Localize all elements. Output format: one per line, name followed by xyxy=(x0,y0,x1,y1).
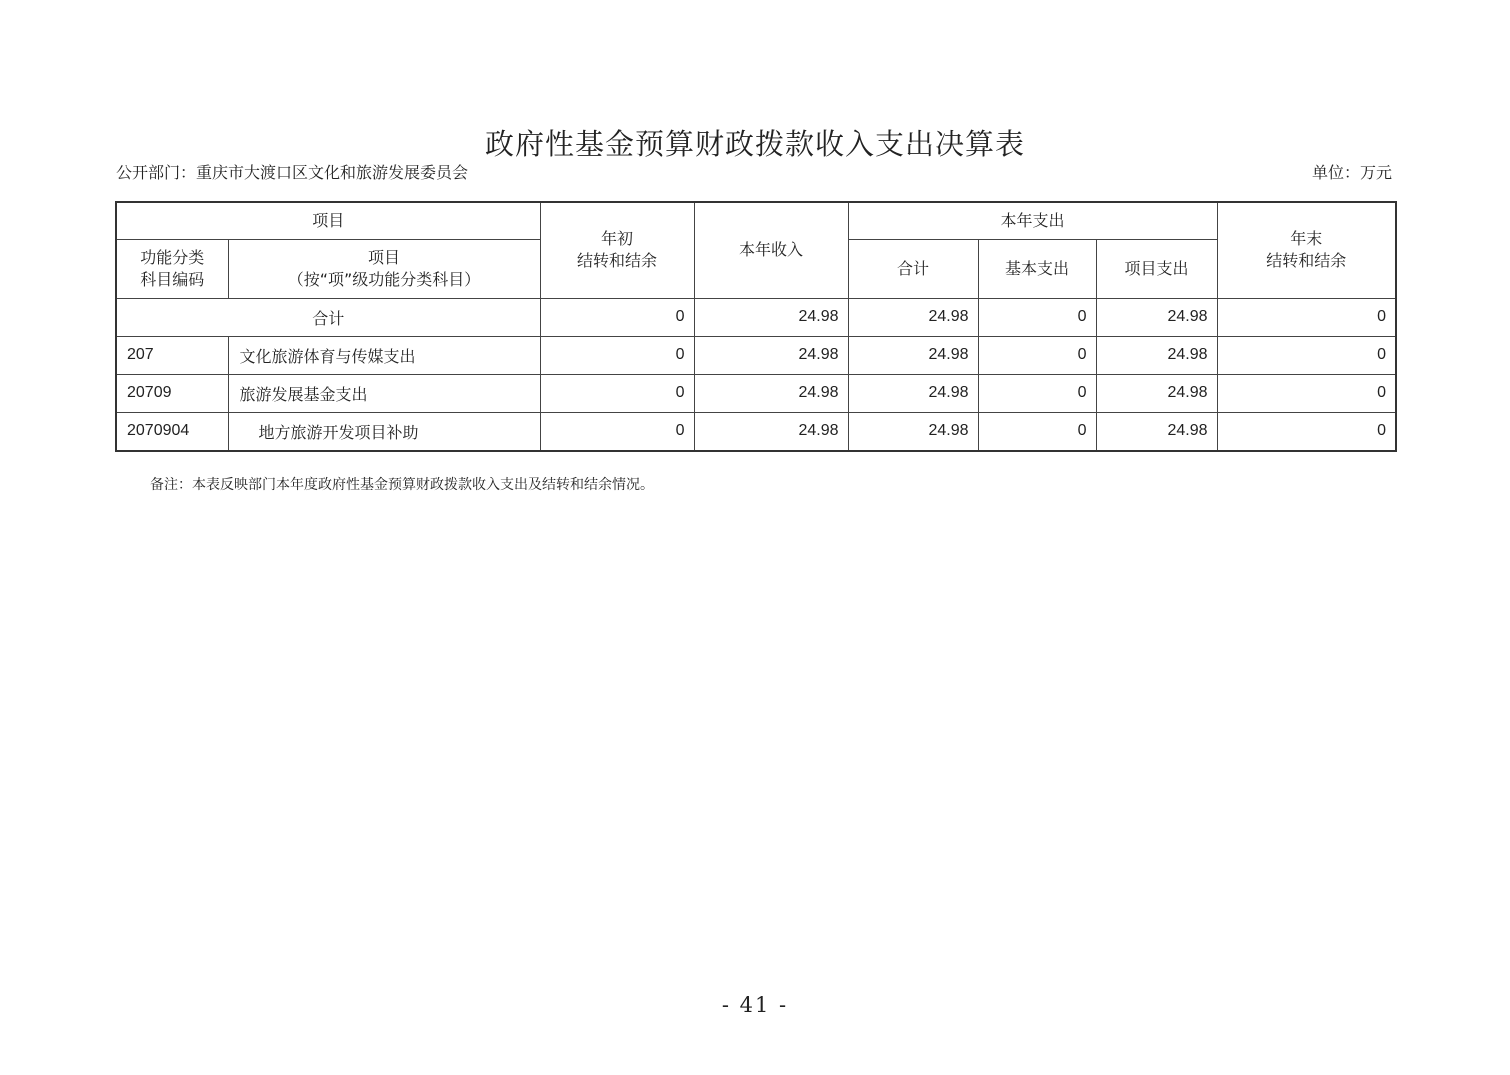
header-begin-balance-line2: 结转和结余 xyxy=(577,251,658,271)
header-income: 本年收入 xyxy=(694,202,848,298)
table-row xyxy=(116,412,1396,451)
budget-table xyxy=(115,201,1397,452)
row-end-cell: 0 xyxy=(1217,336,1396,374)
row-begin-cell: 0 xyxy=(540,336,694,374)
header-begin-balance-line1: 年初 xyxy=(601,229,634,249)
header-project-group: 项目 xyxy=(116,202,540,239)
header-begin-balance xyxy=(540,202,694,298)
table-row xyxy=(116,336,1396,374)
page-title: 政府性基金预算财政拨款收入支出决算表 xyxy=(484,127,1025,161)
header-name-line1: 项目 xyxy=(368,247,401,267)
row-expense-basic-cell: 0 xyxy=(978,374,1096,412)
total-expense-total-cell: 24.98 xyxy=(848,298,978,336)
total-end-cell: 0 xyxy=(1217,298,1396,336)
row-name-cell: 文化旅游体育与传媒支出 xyxy=(228,336,540,374)
header-expense-basic: 基本支出 xyxy=(978,239,1096,298)
total-row xyxy=(116,298,1396,336)
row-expense-project-cell: 24.98 xyxy=(1096,412,1217,451)
header-name-col xyxy=(228,239,540,298)
header-expense-project: 项目支出 xyxy=(1096,239,1217,298)
total-expense-basic-cell: 0 xyxy=(978,298,1096,336)
table-row xyxy=(116,374,1396,412)
page-number: - 41 - xyxy=(721,993,789,1017)
header-expense-group: 本年支出 xyxy=(848,202,1217,239)
header-code-line1: 功能分类 xyxy=(140,247,205,267)
row-code-cell: 2070904 xyxy=(116,412,228,451)
total-begin-cell: 0 xyxy=(540,298,694,336)
row-expense-total-cell: 24.98 xyxy=(848,412,978,451)
row-end-cell: 0 xyxy=(1217,412,1396,451)
row-expense-basic-cell: 0 xyxy=(978,336,1096,374)
header-end-balance xyxy=(1217,202,1396,298)
row-code-cell: 20709 xyxy=(116,374,228,412)
header-code-col xyxy=(116,239,228,298)
row-income-cell: 24.98 xyxy=(694,412,848,451)
row-expense-project-cell: 24.98 xyxy=(1096,374,1217,412)
unit-label: 单位：万元 xyxy=(1311,163,1392,182)
header-end-balance-line2: 结转和结余 xyxy=(1266,251,1347,271)
footnote: 备注：本表反映部门本年度政府性基金预算财政拨款收入支出及结转和结余情况。 xyxy=(150,477,654,493)
row-end-cell: 0 xyxy=(1217,374,1396,412)
row-income-cell: 24.98 xyxy=(694,336,848,374)
total-expense-project-cell: 24.98 xyxy=(1096,298,1217,336)
row-begin-cell: 0 xyxy=(540,412,694,451)
row-income-cell: 24.98 xyxy=(694,374,848,412)
row-expense-total-cell: 24.98 xyxy=(848,336,978,374)
row-begin-cell: 0 xyxy=(540,374,694,412)
row-expense-project-cell: 24.98 xyxy=(1096,336,1217,374)
total-row-label: 合计 xyxy=(116,298,540,336)
row-name-cell: 地方旅游开发项目补助 xyxy=(228,412,540,451)
row-expense-total-cell: 24.98 xyxy=(848,374,978,412)
row-name-cell: 旅游发展基金支出 xyxy=(228,374,540,412)
department-label: 公开部门：重庆市大渡口区文化和旅游发展委员会 xyxy=(116,163,469,182)
header-code-line2: 科目编码 xyxy=(140,269,205,289)
header-expense-total: 合计 xyxy=(848,239,978,298)
row-expense-basic-cell: 0 xyxy=(978,412,1096,451)
total-income-cell: 24.98 xyxy=(694,298,848,336)
header-name-line2: （按“项”级功能分类科目） xyxy=(287,269,481,289)
header-end-balance-line1: 年末 xyxy=(1290,229,1323,249)
row-code-cell: 207 xyxy=(116,336,228,374)
